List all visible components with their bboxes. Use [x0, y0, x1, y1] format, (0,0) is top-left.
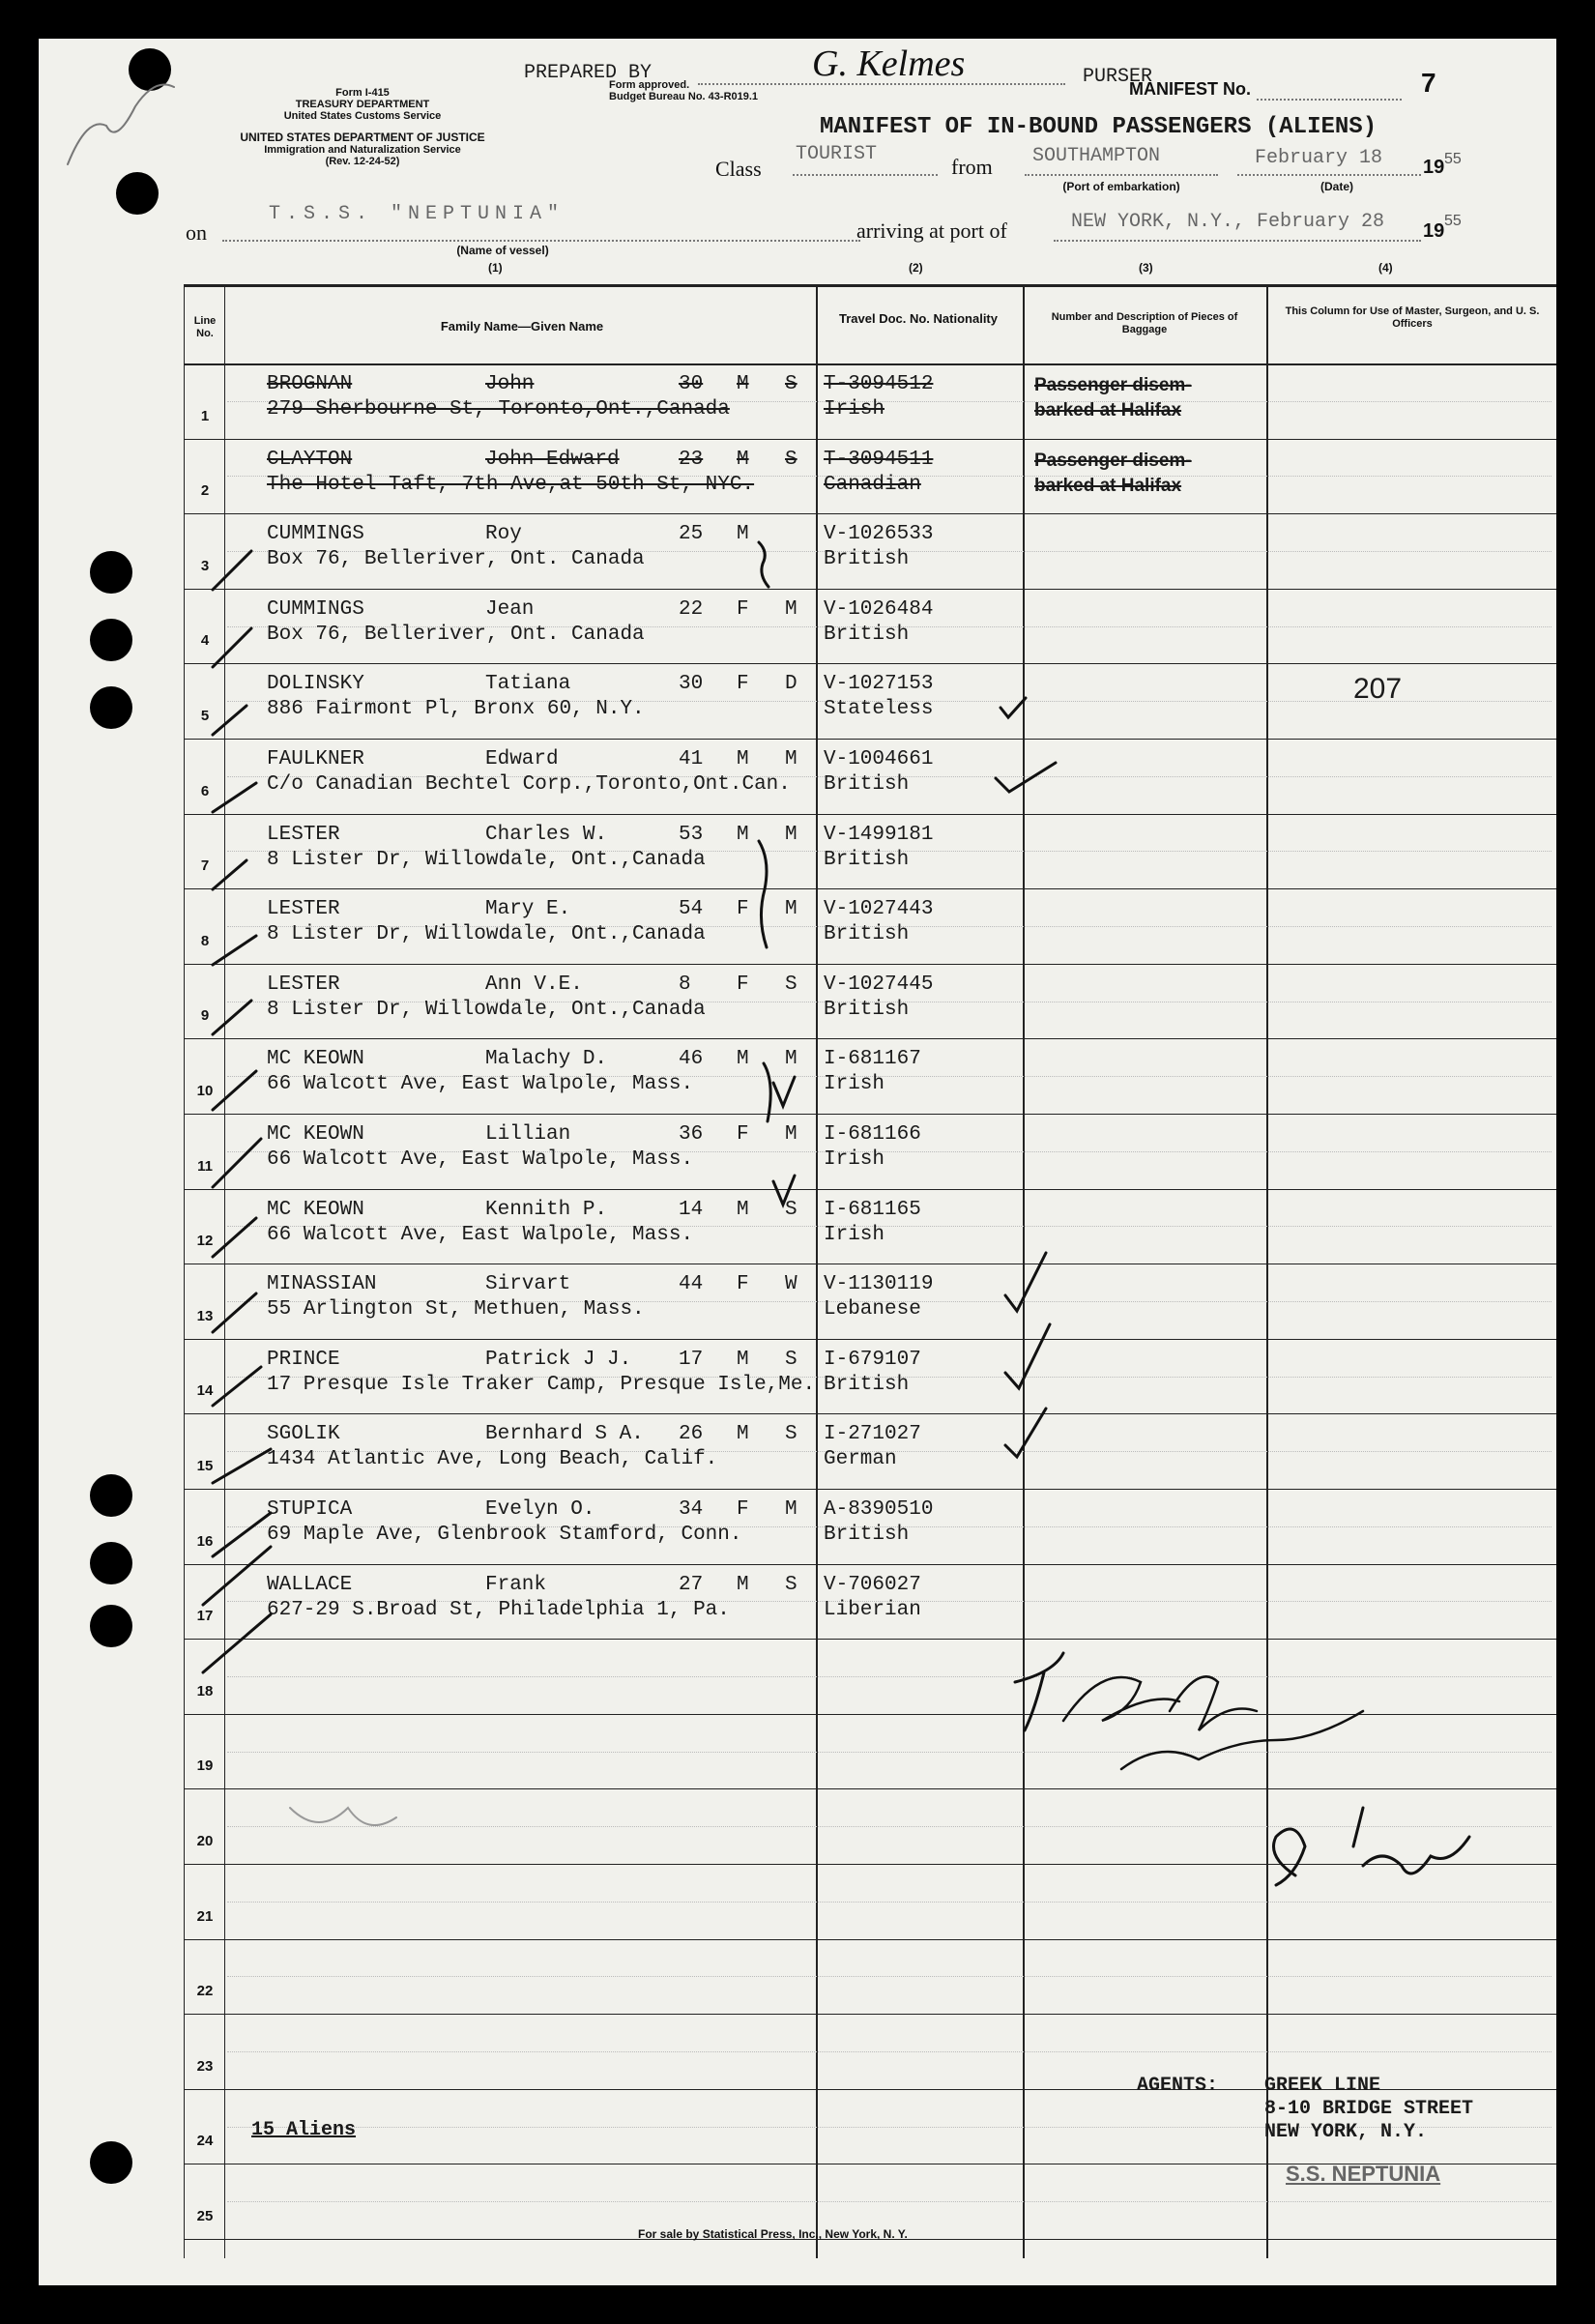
travel-doc-number: V-1026533 — [824, 523, 934, 546]
family-name: MC KEOWN — [267, 1198, 364, 1221]
sex: F — [737, 898, 749, 921]
nationality: Liberian — [824, 1598, 921, 1621]
arrival-year-suffix: 55 — [1444, 213, 1462, 229]
officer-note: 207 — [1353, 673, 1403, 706]
marital-status: S — [785, 973, 798, 996]
class-value: TOURIST — [796, 143, 878, 165]
line-number: 16 — [196, 1532, 214, 1550]
sex: F — [737, 1273, 749, 1296]
on-label: on — [186, 220, 207, 245]
sex: M — [737, 448, 749, 471]
line-number: 12 — [196, 1233, 214, 1250]
nationality: British — [824, 1524, 910, 1546]
given-name: Patrick J J. — [485, 1348, 632, 1371]
nationality: British — [824, 773, 910, 796]
address: 55 Arlington St, Methuen, Mass. — [267, 1298, 645, 1322]
sex: M — [737, 1423, 749, 1446]
marital-status: S — [785, 1423, 798, 1446]
age: 36 — [679, 1123, 704, 1146]
arriving-label: arriving at port of — [856, 218, 1007, 243]
given-name: Jean — [485, 597, 535, 621]
col-num-1: (1) — [488, 261, 503, 275]
line-number: 14 — [196, 1382, 214, 1400]
given-name: Malachy D. — [485, 1048, 608, 1071]
arrival-year-prefix: 19 — [1423, 220, 1445, 242]
line-number: 5 — [200, 708, 210, 724]
vessel-caption: (Name of vessel) — [456, 244, 549, 257]
line-number: 15 — [196, 1458, 214, 1474]
age: 46 — [679, 1048, 704, 1071]
travel-doc-number: I-271027 — [824, 1423, 921, 1446]
marital-status: S — [785, 1573, 798, 1596]
family-name: CUMMINGS — [267, 597, 364, 621]
year-prefix: 19 — [1423, 157, 1445, 178]
line-number: 23 — [196, 2057, 214, 2075]
sex: F — [737, 973, 749, 996]
header-baggage: Number and Description of Pieces of Baggage — [1051, 311, 1238, 335]
justice-dept: UNITED STATES DEPARTMENT OF JUSTICE — [240, 131, 485, 144]
form-approved: Form approved. — [609, 79, 690, 91]
given-name: Frank — [485, 1573, 547, 1596]
family-name: CLAYTON — [267, 448, 353, 471]
purser-label: PURSER — [1083, 66, 1153, 88]
line-number: 8 — [200, 932, 210, 949]
age: 8 — [679, 973, 691, 996]
treasury-dept: TREASURY DEPARTMENT — [295, 99, 430, 110]
marital-status: M — [785, 1123, 798, 1146]
nationality: Lebanese — [824, 1298, 921, 1322]
family-name: FAULKNER — [267, 748, 364, 770]
travel-doc-number: V-1130119 — [824, 1273, 934, 1296]
header-name: Family Name—Given Name — [440, 319, 604, 334]
address: C/o Canadian Bechtel Corp.,Toronto,Ont.Can. — [267, 773, 791, 796]
address: 66 Walcott Ave, East Walpole, Mass. — [267, 1148, 694, 1171]
travel-doc-number: V-1026484 — [824, 597, 934, 621]
family-name: BROGNAN — [267, 373, 353, 395]
family-name: CUMMINGS — [267, 523, 364, 546]
line-number: 4 — [200, 632, 210, 650]
line-number: 18 — [196, 1682, 214, 1699]
family-name: DOLINSKY — [267, 673, 364, 696]
date-caption: (Date) — [1320, 180, 1353, 193]
line-number: 25 — [196, 2208, 214, 2224]
age: 54 — [679, 898, 704, 921]
agents-label: AGENTS: — [1137, 2075, 1219, 2097]
ship-stamp: S.S. NEPTUNIA — [1286, 2162, 1441, 2186]
line-number: 1 — [200, 407, 210, 424]
col-num-2: (2) — [909, 261, 923, 275]
marital-status: S — [785, 448, 798, 471]
prepared-by-label: PREPARED BY — [524, 62, 652, 84]
family-name: STUPICA — [267, 1498, 353, 1521]
family-name: LESTER — [267, 823, 340, 846]
given-name: John — [485, 373, 535, 395]
family-name: WALLACE — [267, 1573, 353, 1596]
travel-doc-number: A-8390510 — [824, 1498, 934, 1521]
given-name: Ann V.E. — [485, 973, 583, 996]
nationality: Stateless — [824, 698, 934, 721]
header-line-no: Line No. — [193, 315, 217, 339]
nationality: British — [824, 548, 910, 571]
class-label: Class — [715, 157, 762, 181]
col-num-3: (3) — [1139, 261, 1153, 275]
travel-doc-number: I-679107 — [824, 1348, 921, 1371]
year-suffix: 55 — [1444, 151, 1462, 167]
line-number: 21 — [196, 1907, 214, 1925]
agent-street: 8-10 BRIDGE STREET — [1264, 2098, 1474, 2120]
line-number: 13 — [196, 1307, 214, 1324]
address: Box 76, Belleriver, Ont. Canada — [267, 623, 645, 646]
sex: M — [737, 1348, 749, 1371]
sex: M — [737, 523, 749, 546]
baggage-note: Passenger disem- barked at Halifax — [1034, 450, 1192, 496]
sex: M — [737, 1573, 749, 1596]
marital-status: M — [785, 1048, 798, 1071]
age: 17 — [679, 1348, 704, 1371]
address: 8 Lister Dr, Willowdale, Ont.,Canada — [267, 923, 706, 946]
nationality: Canadian — [824, 473, 921, 496]
age: 53 — [679, 823, 704, 846]
travel-doc-number: V-1027445 — [824, 973, 934, 996]
family-name: LESTER — [267, 898, 340, 921]
line-number: 9 — [200, 1007, 210, 1025]
age: 44 — [679, 1273, 704, 1296]
baggage-note: Passenger disem- barked at Halifax — [1034, 375, 1192, 421]
marital-status: M — [785, 1498, 798, 1521]
nationality: British — [824, 848, 910, 871]
address: 8 Lister Dr, Willowdale, Ont.,Canada — [267, 998, 706, 1021]
address: 886 Fairmont Pl, Bronx 60, N.Y. — [267, 698, 645, 721]
age: 25 — [679, 523, 704, 546]
given-name: Sirvart — [485, 1273, 571, 1296]
port-of-embarkation: SOUTHAMPTON — [1032, 145, 1161, 167]
line-number: 2 — [200, 482, 210, 500]
col-num-4: (4) — [1378, 261, 1393, 275]
port-caption: (Port of embarkation) — [1062, 180, 1180, 193]
age: 27 — [679, 1573, 704, 1596]
given-name: John Edward — [485, 448, 620, 471]
aliens-count: 15 Aliens — [251, 2119, 357, 2141]
age: 14 — [679, 1198, 704, 1221]
line-number: 17 — [196, 1608, 214, 1625]
family-name: MC KEOWN — [267, 1123, 364, 1146]
ins-service: Immigration and Naturalization Service — [264, 144, 461, 156]
line-number: 22 — [196, 1983, 214, 2000]
printer-note: For sale by Statistical Press, Inc., New York, N. Y. — [638, 2227, 908, 2241]
arrival-port-date: NEW YORK, N.Y., February 28 — [1071, 211, 1385, 233]
address: 66 Walcott Ave, East Walpole, Mass. — [267, 1073, 694, 1096]
sex: F — [737, 1123, 749, 1146]
handwritten-marks — [39, 39, 1556, 2285]
address: 1434 Atlantic Ave, Long Beach, Calif. — [267, 1448, 718, 1471]
travel-doc-number: V-1027443 — [824, 898, 934, 921]
address: 8 Lister Dr, Willowdale, Ont.,Canada — [267, 848, 706, 871]
manifest-no-label: MANIFEST No. — [1129, 79, 1251, 99]
address: 17 Presque Isle Traker Camp, Presque Isle,Me. — [267, 1373, 816, 1396]
family-name: MC KEOWN — [267, 1048, 364, 1071]
travel-doc-number: V-1499181 — [824, 823, 934, 846]
nationality: Irish — [824, 1223, 885, 1246]
age: 41 — [679, 748, 704, 770]
budget-bureau: Budget Bureau No. 43-R019.1 — [609, 91, 759, 102]
address: 66 Walcott Ave, East Walpole, Mass. — [267, 1223, 694, 1246]
travel-doc-number: T-3094511 — [824, 448, 934, 471]
line-number: 6 — [200, 782, 210, 799]
nationality: Irish — [824, 1148, 885, 1171]
prepared-by-signature: G. Kelmes — [812, 44, 966, 84]
address: 69 Maple Ave, Glenbrook Stamford, Conn. — [267, 1524, 742, 1546]
line-number: 19 — [196, 1758, 214, 1775]
nationality: Irish — [824, 1073, 885, 1096]
line-number: 11 — [197, 1157, 213, 1175]
manifest-page — [39, 39, 1556, 2285]
sex: M — [737, 1198, 749, 1221]
sex: F — [737, 597, 749, 621]
family-name: SGOLIK — [267, 1423, 340, 1446]
sex: M — [737, 748, 749, 770]
sex: F — [737, 1498, 749, 1521]
header-officers: This Column for Use of Master, Surgeon, and U. S. Officers — [1285, 305, 1540, 330]
departure-date: February 18 — [1255, 147, 1383, 169]
age: 23 — [679, 448, 704, 471]
travel-doc-number: V-706027 — [824, 1573, 921, 1596]
line-number: 24 — [196, 2133, 214, 2150]
form-number: Form I-415 — [335, 87, 390, 99]
given-name: Mary E. — [485, 898, 571, 921]
marital-status: W — [785, 1273, 798, 1296]
marital-status: M — [785, 898, 798, 921]
sex: M — [737, 373, 749, 395]
marital-status: S — [785, 1198, 798, 1221]
manifest-title: MANIFEST OF IN-BOUND PASSENGERS (ALIENS) — [820, 114, 1378, 140]
address: 627-29 S.Broad St, Philadelphia 1, Pa. — [267, 1598, 730, 1621]
line-number: 20 — [196, 1833, 214, 1849]
given-name: Tatiana — [485, 673, 571, 696]
agent-name: GREEK LINE — [1264, 2075, 1381, 2097]
age: 34 — [679, 1498, 704, 1521]
given-name: Evelyn O. — [485, 1498, 595, 1521]
line-number: 3 — [200, 557, 210, 574]
sex: F — [737, 673, 749, 696]
sex: M — [737, 823, 749, 846]
travel-doc-number: T-3094512 — [824, 373, 934, 395]
travel-doc-number: I-681165 — [824, 1198, 921, 1221]
address: Box 76, Belleriver, Ont. Canada — [267, 548, 645, 571]
age: 26 — [679, 1423, 704, 1446]
nationality: British — [824, 923, 910, 946]
marital-status: S — [785, 373, 798, 395]
marital-status: M — [785, 748, 798, 770]
age: 30 — [679, 373, 704, 395]
marital-status: D — [785, 673, 798, 696]
given-name: Charles W. — [485, 823, 608, 846]
marital-status: S — [785, 1348, 798, 1371]
customs-service: United States Customs Service — [283, 110, 442, 122]
travel-doc-number: I-681166 — [824, 1123, 921, 1146]
nationality: British — [824, 623, 910, 646]
revision: (Rev. 12-24-52) — [325, 156, 400, 167]
given-name: Bernhard S A. — [485, 1423, 644, 1446]
line-number: 7 — [200, 857, 210, 875]
from-label: from — [951, 155, 993, 179]
vessel-name: T.S.S. "NEPTUNIA" — [269, 203, 566, 225]
header-travel-doc: Travel Doc. No. Nationality — [839, 311, 998, 326]
given-name: Edward — [485, 748, 559, 770]
sex: M — [737, 1048, 749, 1071]
travel-doc-number: I-681167 — [824, 1048, 921, 1071]
nationality: Irish — [824, 398, 885, 421]
nationality: British — [824, 998, 910, 1021]
nationality: British — [824, 1373, 910, 1396]
marital-status: M — [785, 597, 798, 621]
travel-doc-number: V-1027153 — [824, 673, 934, 696]
given-name: Roy — [485, 523, 522, 546]
agent-city: NEW YORK, N.Y. — [1264, 2121, 1428, 2143]
family-name: MINASSIAN — [267, 1273, 377, 1296]
family-name: LESTER — [267, 973, 340, 996]
family-name: PRINCE — [267, 1348, 340, 1371]
nationality: German — [824, 1448, 897, 1471]
age: 22 — [679, 597, 704, 621]
manifest-no-value: 7 — [1421, 68, 1436, 98]
line-number: 10 — [196, 1083, 214, 1099]
marital-status: M — [785, 823, 798, 846]
address: 279 Sherbourne St, Toronto,Ont.,Canada — [267, 398, 730, 421]
address: The Hotel Taft, 7th Ave,at 50th St, NYC. — [267, 473, 755, 496]
age: 30 — [679, 673, 704, 696]
given-name: Lillian — [485, 1123, 571, 1146]
travel-doc-number: V-1004661 — [824, 748, 934, 770]
given-name: Kennith P. — [485, 1198, 608, 1221]
